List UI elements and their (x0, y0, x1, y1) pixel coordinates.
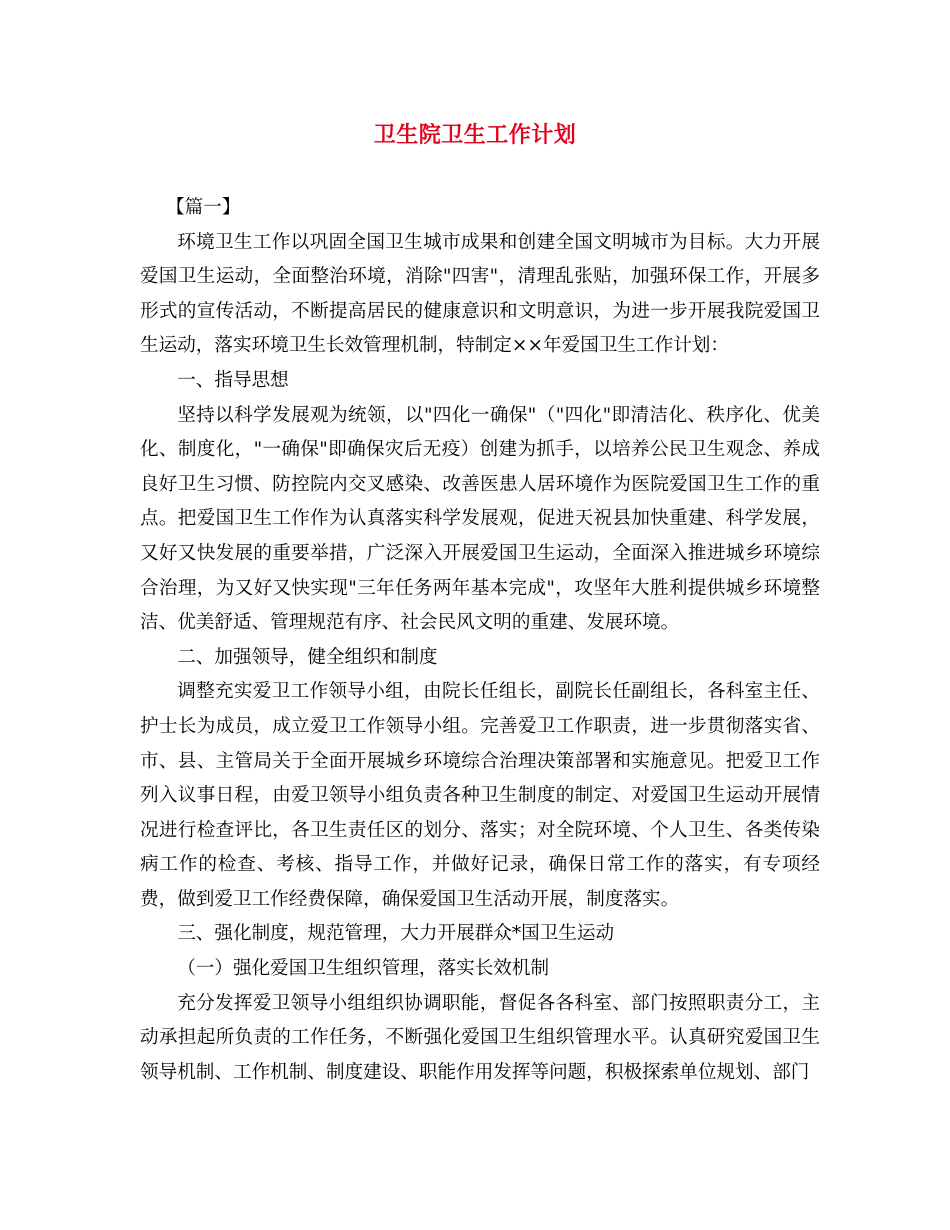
heading-system: 三、强化制度，规范管理，大力开展群众*国卫生运动 (177, 923, 615, 945)
subheading-organization: （一）强化爱国卫生组织管理，落实长效机制 (177, 958, 550, 980)
document-body (140, 191, 820, 1090)
heading-guiding-thought: 一、指导思想 (177, 369, 289, 391)
heading-leadership: 二、加强领导，健全组织和制度 (177, 646, 438, 668)
paragraph-guiding-thought: 坚持以科学发展观为统领，以"四化一确保"（"四化"即清洁化、秩序化、优美化、制度化，"一确保"即确保灾后无疫）创建为抓手，以培养公民卫生观念、养成良好卫生习惯、防控院内交叉感染、改善医患人居环境作为医院爱国卫生工作的重点。把爱国卫生工作作为认真落实科学发展观，促进天祝县加快重建、科学发展，又好又快发展的重要举措，广泛深入开展爱国卫生运动，全面深入推进城乡环境综合治理，为又好又快实现"三年任务两年基本完成"，攻坚年大胜利提供城乡环境整洁、优美舒适、管理规范有序、社会民风文明的重建、发展环境。 (140, 404, 820, 634)
paragraph-intro: 环境卫生工作以巩固全国卫生城市成果和创建全国文明城市为目标。大力开展爱国卫生运动，全面整治环境，消除"四害"，清理乱张贴，加强环保工作，开展多形式的宣传活动，不断提高居民的健康意识和文明意识，为进一步开展我院爱国卫生运动，落实环境卫生长效管理机制，特制定××年爱国卫生工作计划： (140, 231, 820, 357)
paragraph-organization: 充分发挥爱卫领导小组组织协调职能，督促各各科室、部门按照职责分工，主动承担起所负责的工作任务，不断强化爱国卫生组织管理水平。认真研究爱国卫生领导机制、工作机制、制度建设、职能作用发挥等问题，积极探索单位规划、部门 (140, 992, 820, 1083)
section-marker: 【篇一】 (166, 197, 241, 218)
document-title: 卫生院卫生工作计划 (373, 122, 577, 148)
paragraph-leadership: 调整充实爱卫工作领导小组，由院长任组长，副院长任副组长，各科室主任、护士长为成员，成立爱卫工作领导小组。完善爱卫工作职责，进一步贯彻落实省、市、县、主管局关于全面开展城乡环境综合治理决策部署和实施意见。把爱卫工作列入议事日程，由爱卫领导小组负责各种卫生制度的制定、对爱国卫生运动开展情况进行检查评比，各卫生责任区的划分、落实；对全院环境、个人卫生、各类传染病工作的检查、考核、指导工作，并做好记录，确保日常工作的落实，有专项经费，做到爱卫工作经费保障，确保爱国卫生活动开展，制度落实。 (140, 681, 820, 910)
